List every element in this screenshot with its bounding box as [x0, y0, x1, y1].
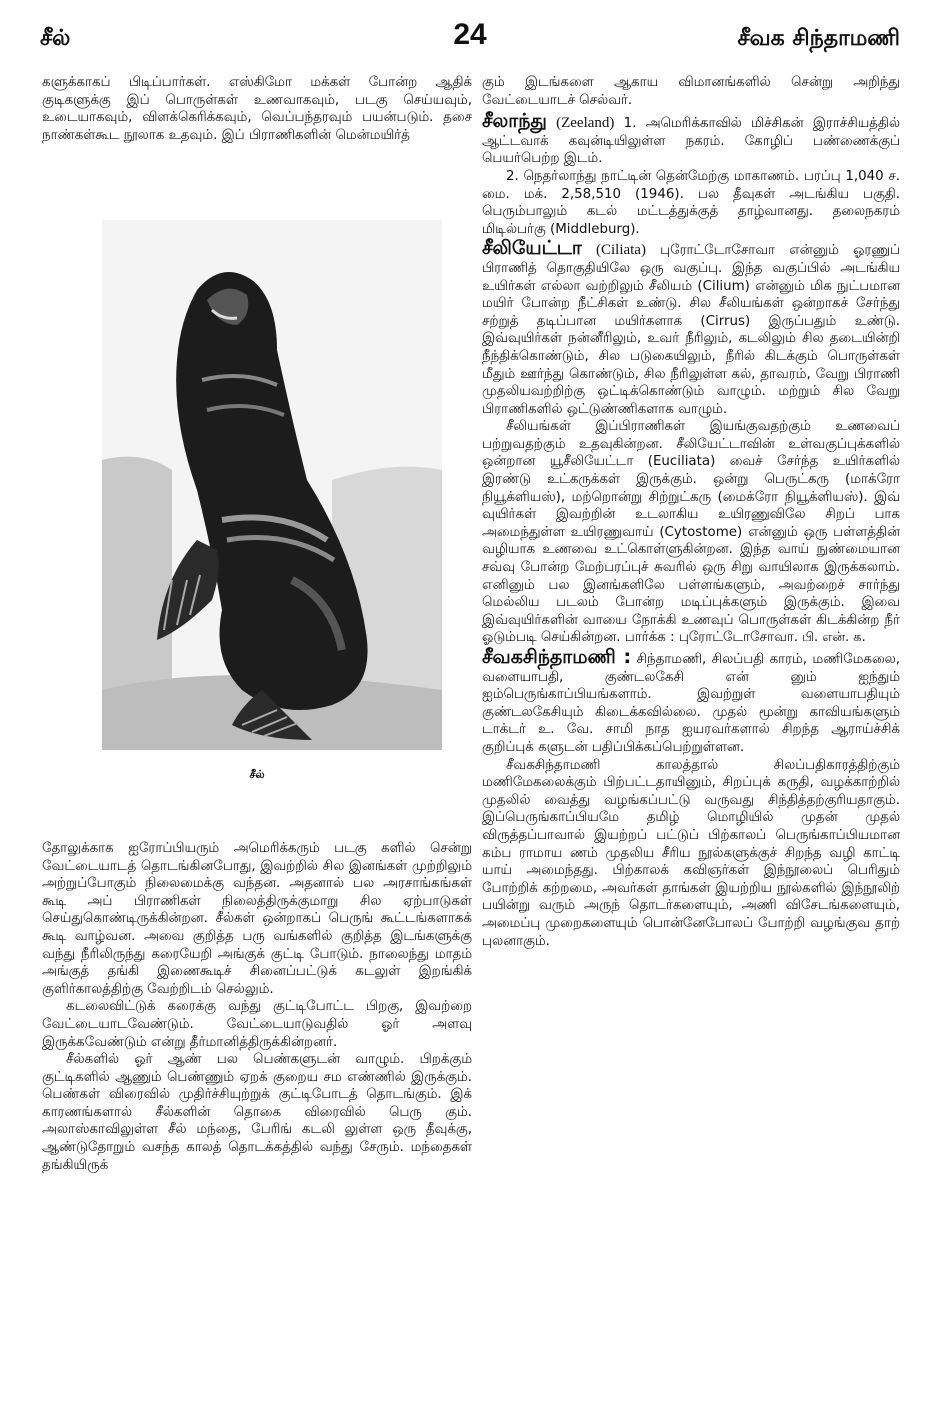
page-number: 24 — [453, 18, 487, 51]
right-continuation-paragraph: கும் இடங்களை ஆகாய விமானங்களில் சென்று அறிந்து வேட்டையாடச் செல்வர். — [482, 75, 900, 108]
entry-sivaka-head: சீவகசிந்தாமணி : — [482, 646, 632, 668]
entry-ciliata — [482, 237, 900, 418]
header-left-keyword: சீல் — [40, 26, 71, 51]
entry-sivaka-text-1: சிந்தாமணி, சிலப்பதி காரம், மணிமேகலை, வளையாபதி, குண்டலகேசி என் னும் ஐந்தும் ஐம்பெருங்காப்பியங்களாம். இவற்றுள் வளையாபதியும் குண்டலகேசியும் கிடைக்கவில்லை. முதல் மூன்று காவியங்களும் டாக்டர் உ. வே. சாமி நாத ஐயரவர்களால் சிறந்த ஆராய்ச்சிக் குறிப்புக் களுடன் பதிப்பிக்கப்பெற்றுள்ளன. — [482, 652, 900, 755]
entry-ciliata-head: சீலியேட்டா — [482, 237, 582, 260]
entry-zeeland-head: சீலாந்து — [482, 110, 547, 133]
left-body-paragraph-1: தோலுக்காக ஐரோப்பியரும் அமெரிக்கரும் படகு களில் சென்று வேட்டையாடத் தொடங்கினபோது, இவற்றில் சில இனங்கள் முற்றிலும் அற்றுப்போகும் நிலைமைக்கு வந்தன. அதனால் பல அரசாங்கங்கள் கூடி அப் பிராணிகள் நிலைத்திருக்குமாறு சில ஏற்பாடுகள் செய்துகொண்டிருக்கின்றன. சீல்கள் ஒன்றாகப் பெருங் கூட்டங்களாகக் கூடி வாழ்வன. அவை குறித்த பரு வங்களில் குறித்த இடங்களுக்கு வந்து நீரிலிருந்து கரையேறி அங்குக் குட்டி போடும். நாலைந்து மாதம் அங்குத் தங்கி இணைகூடிச் சினைப்பட்டுக் கடலுள் இறங்கிக் குளிர்காலத்திற்கு வேற்றிடம் செல்லும். — [42, 840, 472, 997]
entry-sivaka-text-2: சீவகசிந்தாமணி காலத்தால் சிலப்பதிகாரத்திற்கும் மணிமேகலைக்கும் பிற்பட்டதாயினும், சிறப்புக் கருதி, வழக்காற்றில் முதலில் வைத்து வழங்கப்பட்டு வருவது சிந்தித்தற்குரியதாகும். இப்பெருங்காப்பியமே தமிழ் மொழியில் முதன் முதல் விருத்தப்பாவால் இயற்றப் பட்டுப் பிற்காலப் பெருங்காப்பியமான கம்ப ராமாய ணம் முதலிய சீரிய நூல்களுக்குச் சிறந்த வழி காட்டி யாய் அமைந்தது. பிற்காலக் கவிஞர்கள் இந்நூலைப் பெரிதும் போற்றிக் கற்றமை, அவர்கள் தாங்கள் இயற்றிய நூல்களில் இந்நூலிற் பயின்று வரும் அருந் தொடர்களையும், அணி விசேடங்களையும், அமைப்பு முறைகளையும் பொன்னேபோலப் போற்றி வழங்குவ தாற் புலனாகும். — [482, 757, 900, 949]
entry-zeeland-text-1: 1. அமெரிக்காவில் மிச்சிகன் இராச்சியத்தில் ஆட்டவாக் கவுன்டியிலுள்ள நகரம். கோழிப் பண்ணைக்குப் பெயர்பெற்ற இடம். — [482, 116, 900, 167]
left-intro-paragraph: களுக்காகப் பிடிப்பார்கள். எஸ்கிமோ மக்கள் போன்ற ஆதிக் குடிகளுக்கு இப் பொருள்கள் உணவாகவும், படகு செய்யவும், உடையாகவும், விளக்கெரிக்கவும், வெப்பந்தரவும் பயன்படும். தசை நாண்கள்கூட நூலாக உதவும். இப் பிராணிகளின் மென்மயிர்த் — [42, 75, 472, 143]
entry-ciliata-latin: (Ciliata) — [595, 242, 646, 259]
entry-ciliata-text-2-body: சீலியங்கள் இப்பிராணிகள் இயங்குவதற்கும் உணவைப் பற்றுவதற்கும் உதவுகின்றன. சீலியேட்டாவின் உள்வகுப்புக்களில் ஒன்றான யூசீலியேட்டா (Euciliata) வைச் சேர்ந்த உயிர்களில் இரண்டு உட்கருக்கள் இருக்கும். ஒன்று பெருட்கரு (மாக்ரோ நியூக்ளியஸ்), மற்றொன்று சிற்றுட்கரு (மைக்ரோ நியூக்ளியஸ்). இவ் வுயிர்கள் இவற்றின் உடலாகிய உயிரணுவிலே சிறப் பாக அமைந்துள்ள உயிரணுவாய் (Cytostome) என்னும் ஒரு பள்ளத்தின் வழியாக உணவை உட்கொள்ளுகின்றன. இந்த வாய் நுண்மையான சவ்வு போன்ற மேற்பரப்புச் சுவரில் ஒரு சிறு வாயிலாக இருக்கலாம். எனினும் பல இனங்களிலே பள்ளங்களும், அவற்றைச் சார்ந்து மெல்லிய படலம் போன்ற மடிப்புக்களும் இருக்கும். இவை இவ்வுயிர்களின் வாயை நோக்கி உணவுப் பொருள்கள் கிடக்கின்ற நீர் ஓடும்படி செய்கின்றன. பார்க்க : புரோட்டோசோவா. — [482, 419, 900, 646]
entry-zeeland-text-2: 2. நெதர்லாந்து நாட்டின் தென்மேற்கு மாகாணம். பரப்பு 1,040 ச. மை. மக். 2,58,510 (1946). பல தீவுகள் அடங்கிய பகுதி. பெரும்பாலும் கடல் மட்டத்துக்குத் தாழ்வானது. தலைநகரம் மிடில்பர்கு (Middleburg). — [482, 168, 900, 237]
entry-ciliata-text-1: புரோட்டோசோவா என்னும் ஓரணுப் பிராணித் தொகுதியிலே ஒரு வகுப்பு. இந்த வகுப்பில் அடங்கிய உயிர்கள் எல்லா வற்றிலும் சீலியம் (Cilium) என்னும் மிக நுட்பமான மயிர் போன்ற நீட்சிகள் உண்டு. சில சீலியங்கள் ஒன்றாகச் சேர்ந்து சற்றுத் தடிப்பான மயிர்களாக (Cirrus) இருப்பதும் உண்டு. இவ்வுயிர்கள் நன்னீரிலும், உவர் நீரிலும், கடலிலும் சில தடையின்றி நீந்திக்கொண்டும், சில படுகையிலும், நீரில் கிடக்கும் பொருள்கள் மீதும் ஊர்ந்து கொண்டும், சில நீரிலுள்ள கல், தாவரம், வேறு பிராணி முதலியவற்றிற்கு ஒட்டிக்கொண்டும் வாழும். மற்றும் சில வேறு பிராணிகளில் ஒட்டுண்ணிகளாக வாழும். — [482, 243, 900, 417]
left-column — [42, 74, 472, 1174]
entry-zeeland-latin: (Zeeland) — [556, 115, 615, 132]
header-right-keyword: சீவக சிந்தாமணி — [737, 26, 900, 51]
left-body-paragraph-3: சீல்களில் ஓர் ஆண் பல பெண்களுடன் வாழும். பிறக்கும் குட்டிகளில் ஆணும் பெண்ணும் ஏறக் குறைய சம எண்ணில் இருக்கும். பெண்கள் விரைவில் முதிர்ச்சியுற்றுக் குட்டிபோடத் தொடங்கும். இக் காரணங்களால் சீல்களின் தொகை விரைவில் பெரு கும். அலாஸ்காவிலுள்ள சீல் மந்தை, பேரிங் கடலி லுள்ள ஒரு தீவுக்கு, ஆண்டுதோறும் வசந்த காலத் தொடக்கத்தில் வந்து சேரும். மந்தைகள் தங்கியிருக் — [42, 1052, 472, 1173]
page-header — [40, 18, 900, 58]
right-column — [482, 74, 900, 950]
entry-ciliata-text-2 — [482, 418, 900, 647]
seal-illustration — [102, 220, 442, 750]
entry-sivaka — [482, 646, 900, 757]
entry-ciliata-author: பி. என். க. — [798, 630, 866, 646]
entry-zeeland — [482, 110, 900, 168]
figure-caption: சீல் — [249, 768, 265, 782]
left-body-paragraph-2: கடலைவிட்டுக் கரைக்கு வந்து குட்டிபோட்ட பிறகு, இவற்றை வேட்டையாடவேண்டும். வேட்டையாடுவதில் ஓர் அளவு இருக்கவேண்டும் என்று தீர்மானித்திருக்கின்றனர். — [42, 999, 472, 1050]
seal-figure — [42, 220, 472, 760]
